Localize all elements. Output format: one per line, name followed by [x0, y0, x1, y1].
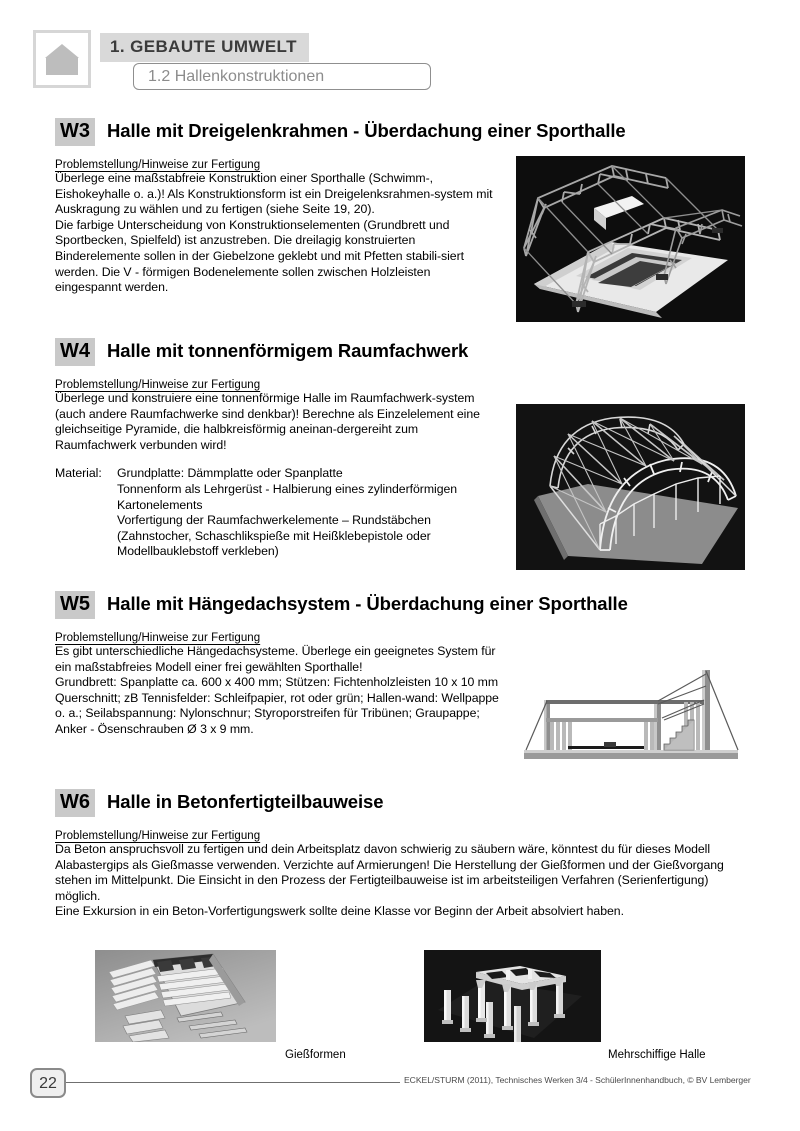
material-label: Material:	[55, 466, 102, 481]
material-line: Kartonelements	[117, 497, 203, 512]
house-icon	[33, 30, 91, 88]
task-subhead-w6: Problemstellung/Hinweise zur Fertigung	[55, 830, 261, 842]
task-subhead-w4: Problemstellung/Hinweise zur Fertigung	[55, 379, 261, 391]
task-block-w5	[55, 591, 628, 738]
figure-giessformen-photo	[95, 950, 276, 1042]
task-badge-w3: W3	[55, 118, 95, 146]
task-heading-w4	[55, 338, 500, 366]
task-subhead-w3: Problemstellung/Hinweise zur Fertigung	[55, 159, 261, 171]
task-block-w4	[55, 338, 500, 560]
task-heading-w3	[55, 118, 626, 146]
task-title-w4: Halle mit tonnenförmigem Raumfachwerk	[107, 340, 469, 361]
task-paragraph: Es gibt unterschiedliche Hängedachsysteme. Überlege ein geeignetes System für ein maßstabfreies Modell einer frei gewählten Sporthalle!	[55, 644, 496, 674]
task-badge-w6: W6	[55, 789, 95, 817]
task-title-w6: Halle in Betonfertigteilbauweise	[107, 791, 384, 812]
task-title-w3: Halle mit Dreigelenkrahmen - Überdachung einer Sporthalle	[107, 120, 626, 141]
chapter-title: 1. GEBAUTE UMWELT	[100, 33, 309, 62]
task-block-w6	[55, 789, 745, 920]
task-title-w5: Halle mit Hängedachsystem - Überdachung einer Sporthalle	[107, 593, 628, 614]
task-badge-w5: W5	[55, 591, 95, 619]
task-heading-w5	[55, 591, 628, 619]
material-line: Modellbauklebstoff verkleben)	[117, 544, 279, 559]
page-number-badge: 22	[30, 1068, 66, 1098]
material-line: Grundplatte: Dämmplatte oder Spanplatte	[117, 466, 343, 481]
figure-w5-drawing	[516, 656, 745, 768]
task-block-w3	[55, 118, 626, 296]
task-paragraph: Eine Exkursion in ein Beton-Vorfertigungswerk sollte deine Klasse vor Beginn der Arbeit absolviert haben.	[55, 904, 624, 919]
house-roof-shape	[45, 44, 79, 58]
figure-caption-giessformen: Gießformen	[285, 1049, 346, 1061]
page-header	[0, 0, 800, 100]
house-body-shape	[46, 58, 78, 75]
figure-caption-mehrschiffige-halle: Mehrschiffige Halle	[608, 1049, 706, 1061]
task-badge-w4: W4	[55, 338, 95, 366]
figure-w3-photo	[516, 156, 745, 322]
footer-source: ECKEL/STURM (2011), Technisches Werken 3/4 - SchülerInnenhandbuch, © BV Lemberger	[404, 1075, 751, 1085]
task-paragraph: Überlege eine maßstabfreie Konstruktion einer Sporthalle (Schwimm-, Eishokeyhalle o. a.)! Als Konstruktionsform ist ein Dreigelenksrahmen-system mit Auskragung zu wählen und zu fertigen (siehe Seite 19, 20).	[55, 171, 493, 217]
task-paragraph: Grundbrett: Spanplatte ca. 600 x 400 mm; Stützen: Fichtenholzleisten 10 x 10 mm Querschnitt; zB Tennisfelder: Schleifpapier, rot oder grün; Hallen-wand: Wellpappe o. a.; Seilabspannung: Nylonschnur; Styroporstreifen für Tribünen; Graupappe; Anker - Ösenschrauben Ø 3 x 9 mm.	[55, 675, 499, 736]
task-subhead-w5: Problemstellung/Hinweise zur Fertigung	[55, 632, 261, 644]
task-paragraph: Da Beton anspruchsvoll zu fertigen und dein Arbeitsplatz davon schwierig zu säubern wäre, könntest du für dieses Modell Alabastergips als Gießmasse verwenden. Verzichte auf Armierungen! Die Herstellung der Gießformen und der Gießvorgang stehen im Mittelpunkt. Die Einsicht in den Prozess der Fertigteilbauweise ist im arbeitsteiligen Verfahren (Serienfertigung) möglich.	[55, 842, 724, 903]
material-line: Tonnenform als Lehrgerüst - Halbierung eines zylinderförmigen	[117, 481, 458, 496]
figure-w4-photo	[516, 404, 745, 570]
material-row	[55, 466, 500, 560]
section-title: 1.2 Hallenkonstruktionen	[133, 63, 431, 90]
figure-mehrschiffige-halle-photo	[424, 950, 601, 1042]
material-line: (Zahnstocher, Schaschlikspieße mit Heißklebepistole oder	[117, 528, 431, 543]
task-heading-w6	[55, 789, 745, 817]
task-paragraph: Überlege und konstruiere eine tonnenförmige Halle im Raumfachwerk-system (auch andere Raumfachwerke sind denkbar)! Berechne als Einzelelement eine gleichseitige Pyramide, die halbkreisförmig aneinan-dergereiht zum Raumfachwerk verbunden wird!	[55, 391, 480, 452]
material-lines	[117, 466, 500, 560]
task-paragraph: Die farbige Unterscheidung von Konstruktionselementen (Grundbrett und Sportbecken, Spielfeld) ist anzustreben. Die dreilagig konstruierten Binderelemente sollen in der Giebelzone geklebt und mit Pfetten stabili-siert werden. Die V - förmigen Bodenelemente sollen zwischen Holzleisten eingespannt werden.	[55, 217, 465, 295]
footer-divider	[66, 1082, 400, 1083]
material-line: Vorfertigung der Raumfachwerkelemente – Rundstäbchen	[117, 513, 431, 528]
